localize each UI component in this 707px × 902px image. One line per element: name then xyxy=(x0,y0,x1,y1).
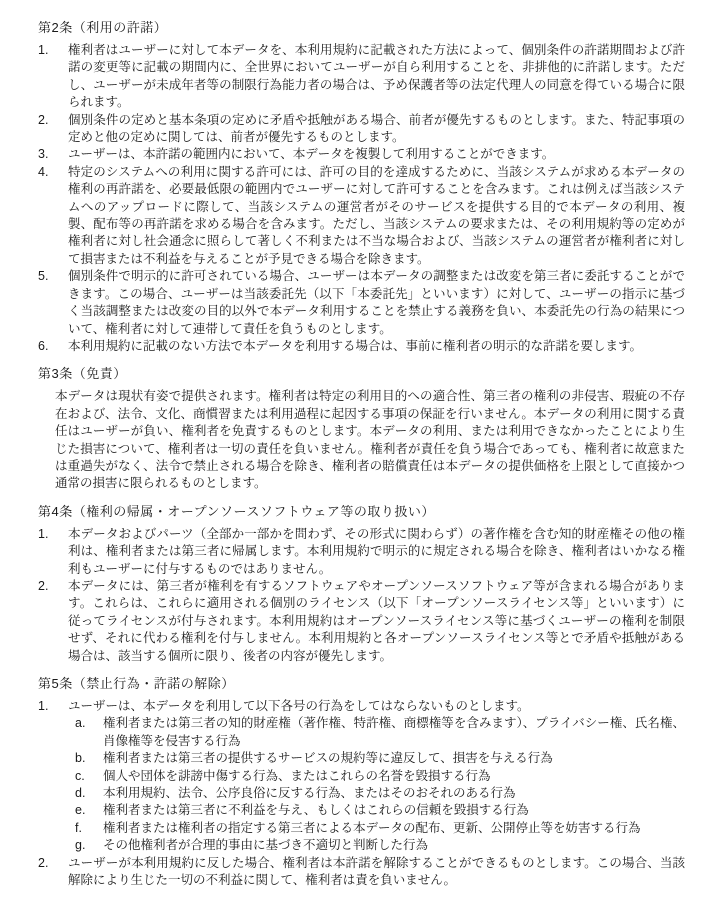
article-item xyxy=(38,578,685,665)
item-marker: 3. xyxy=(38,147,49,162)
article-section xyxy=(38,675,685,889)
article-heading: 第3条（免責） xyxy=(38,366,127,382)
sub-item-text: 権利者または権利者の指定する第三者による本データの配布、更新、公開停止等を妨害する行為 xyxy=(103,820,641,835)
item-text: ユーザーは、本データを利用して以下各号の行為をしてはならないものとします。 xyxy=(68,699,530,713)
item-text: 本データおよびパーツ（全部か一部かを問わず、その形式に関わらず）の著作権を含む知的財産権その他の権利は、権利者または第三者に帰属します。本利用規約で明示的に規定される場合を除き、権利者はいかなる権利もユーザーに付与するものではありません。 xyxy=(68,526,685,576)
article-section xyxy=(38,19,685,355)
sub-item-marker: d. xyxy=(75,786,86,801)
item-text: ユーザーは、本許諾の範囲内において、本データを複製して利用することができます。 xyxy=(68,147,555,162)
item-text: 権利者はユーザーに対して本データを、本利用規約に記載された方法によって、個別条件の許諾期間および許諾の変更等に記載の期間内に、全世界においてユーザーが自ら利用することを、非排他的に許諾します。ただし、ユーザーが未成年者等の制限行為能力者の場合は、予め保護者等の法定代理人の同意を得ている場合に限られます。 xyxy=(68,43,685,110)
sub-item-marker: f. xyxy=(75,820,82,835)
item-marker: 1. xyxy=(38,43,49,57)
article-item xyxy=(38,855,685,890)
sub-item-text: その他権利者が合理的事由に基づき不適切と判断した行為 xyxy=(103,838,429,853)
item-text: ユーザーが本利用規約に反した場合、権利者は本許諾を解除することができるものとします。この場合、当該解除により生じた一切の不利益に関して、権利者は責を負いません。 xyxy=(68,855,685,888)
article-item xyxy=(38,164,685,268)
item-text: 個別条件の定めと基本条項の定めに矛盾や抵触がある場合、前者が優先するものとします。また、特記事項の定めと他の定めに関しては、前者が優先するものとします。 xyxy=(68,112,685,145)
article-item xyxy=(38,112,685,147)
item-body xyxy=(68,42,685,112)
sub-item-text: 権利者または第三者の提供するサービスの規約等に違反して、損害を与える行為 xyxy=(103,751,553,766)
sub-item xyxy=(75,715,685,750)
item-body xyxy=(68,164,685,268)
article-item-list xyxy=(38,526,685,665)
article-paragraph: 本データは現状有姿で提供されます。権利者は特定の利用目的への適合性、第三者の権利の非侵害、瑕疵の不存在および、法令、文化、商慣習または利用過程に起因する事項の保証を行いません。本データの利用に関する責任はユーザーが負い、権利者を免責するものとします。本データの利用、または利用できなかったことにより生じた損害について、権利者は一切の責任を負いません。権利者が責任を負う場合であっても、権利者に故意または重過失がなく、法令で禁止される場合を除き、権利者の賠償責任は本データの提供価格を上限として直接かつ通常の損害に限られるものとします。 xyxy=(55,389,685,491)
item-text: 個別条件で明示的に許可されている場合、ユーザーは本データの調整または改変を第三者に委託することができます。この場合、ユーザーは当該委託先（以下「本委託先」といいます）に対して、ユーザーの指示に基づく当該調整または改変の目的以外で本データ利用することを禁止する義務を負い、本委託先の行為の結果について、権利者に対して連帯して責任を負うものとします。 xyxy=(68,269,685,336)
article-item xyxy=(38,698,685,855)
article-item xyxy=(38,338,685,355)
article-item-list xyxy=(38,698,685,889)
article-item xyxy=(38,146,685,163)
item-body xyxy=(68,698,685,855)
item-marker: 6. xyxy=(38,338,49,353)
article-heading: 第5条（禁止行為・許諾の解除） xyxy=(38,676,235,691)
sub-item-text: 権利者または第三者の知的財産権（著作権、特許権、商標権等を含みます）、プライバシー権、氏名権、肖像権等を侵害する行為 xyxy=(103,716,685,748)
sub-item-text: 権利者または第三者に不利益を与え、もしくはこれらの信頼を毀損する行為 xyxy=(103,803,529,818)
item-body xyxy=(68,268,685,338)
article-heading: 第2条（利用の許諾） xyxy=(38,20,168,35)
sub-item-marker: b. xyxy=(75,751,86,766)
sub-item-text: 本利用規約、法令、公序良俗に反する行為、またはそのおそれのある行為 xyxy=(103,786,516,801)
item-marker: 2. xyxy=(38,578,49,593)
sub-item-text: 個人や団体を誹謗中傷する行為、またはこれらの名誉を毀損する行為 xyxy=(103,768,491,783)
sub-item xyxy=(75,837,685,854)
item-marker: 5. xyxy=(38,269,49,284)
sub-item xyxy=(75,750,685,767)
item-body xyxy=(68,578,685,665)
sub-item xyxy=(75,820,685,837)
item-body xyxy=(68,338,685,355)
item-marker: 1. xyxy=(38,526,49,541)
article-section xyxy=(38,503,685,665)
item-body xyxy=(68,526,685,578)
document-content xyxy=(38,19,685,889)
article-item xyxy=(38,526,685,578)
sub-item xyxy=(75,768,685,785)
article-item-list xyxy=(38,42,685,355)
item-text: 特定のシステムへの利用に関する許可には、許可の目的を達成するために、当該システムが求める本データの権利の再許諾を、必要最低限の範囲内でユーザーに対して許可することを含みます。これは例えば当該システムへのアップロードに際して、当該システムの運営者がそのサービスを提供する目的で本データの利用、複製、配布等の再許諾を求める場合を含みます。ただし、当該システムの要求または、その利用規約等の定めが権利者に対し社会通念に照らして著しく不利または不当な場合および、当該システムの運営者が権利者に対して損害または不利益を与えることが予見できる場合を除きます。 xyxy=(68,164,685,266)
sub-item-marker: c. xyxy=(75,768,85,783)
item-marker: 2. xyxy=(38,855,49,870)
item-marker: 1. xyxy=(38,699,49,713)
sub-item xyxy=(75,785,685,802)
article-section xyxy=(38,365,685,492)
item-body xyxy=(68,146,685,163)
sub-item-marker: e. xyxy=(75,803,86,818)
item-body xyxy=(68,112,685,147)
item-marker: 4. xyxy=(38,164,49,179)
article-item xyxy=(38,42,685,112)
item-marker: 2. xyxy=(38,112,49,127)
article-item xyxy=(38,268,685,338)
sub-item-marker: g. xyxy=(75,838,86,853)
sub-item-marker: a. xyxy=(75,716,86,731)
item-text: 本利用規約に記載のない方法で本データを利用する場合は、事前に権利者の明示的な許諾を要します。 xyxy=(68,338,643,353)
sub-item xyxy=(75,802,685,819)
item-text: 本データには、第三者が権利を有するソフトウェアやオープンソースソフトウェア等が含まれる場合があります。これらは、これらに適用される個別のライセンス（以下「オープンソースライセンス等」といいます）に従ってライセンスが付与されます。本利用規約はオープンソースライセンス等に基づくユーザーの権利を制限せず、それに代わる権利を付与しません。本利用規約と各オープンソースライセンス等とで矛盾や抵触がある場合は、該当する個所に限り、後者の内容が優先します。 xyxy=(68,578,685,663)
sub-item-list xyxy=(75,715,685,854)
article-heading: 第4条（権利の帰属・オープンソースソフトウェア等の取り扱い） xyxy=(38,503,435,519)
item-body xyxy=(68,855,685,890)
